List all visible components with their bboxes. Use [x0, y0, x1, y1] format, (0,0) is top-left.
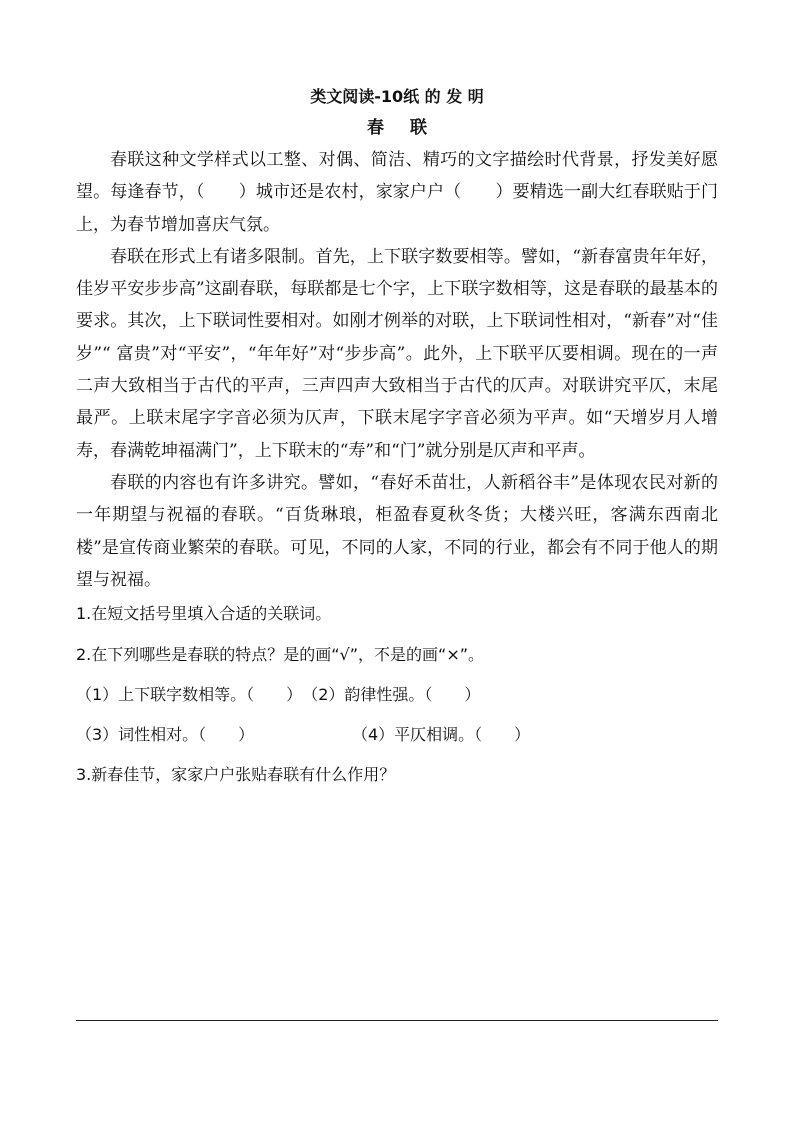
- paragraph-3: 春联的内容也有许多讲究。譬如，“春好禾苗壮，人新稻谷丰”是体现农民对新的一年期望与祝福的春联。“百货琳琅，柜盈春夏秋冬货；大楼兴旺，客满东西南北楼”是宣传商业繁荣的春联。可见，不同的人家，不同的行业，都会有不同于他人的期望与祝福。: [76, 472, 718, 590]
- question-1: 1.在短文括号里填入合适的关联词。: [76, 604, 332, 624]
- paragraph-1: 春联这种文学样式以工整、对偶、简洁、精巧的文字描绘时代背景，抒发美好愿望。每逢春节，（ ）城市还是农村，家家户户（ ）要精选一副大红春联贴于门上，为春节增加喜庆气氛。: [76, 150, 718, 235]
- answer-line[interactable]: [76, 1020, 718, 1021]
- question-2-item-2: （2）韵律性强。（ ）: [302, 685, 481, 705]
- question-2-row-2: [76, 721, 718, 749]
- question-2-item-3: （3）词性相对。（ ）: [76, 725, 255, 745]
- question-2: 2.在下列哪些是春联的特点？是的画“√”，不是的画“×”。: [76, 645, 485, 665]
- question-2-item-4: （4）平仄相调。（ ）: [352, 725, 531, 745]
- paragraph-2: 春联在形式上有诸多限制。首先，上下联字数要相等。譬如，“新春富贵年年好，佳岁平安步步高”这副春联，每联都是七个字，上下联字数相等，这是春联的最基本的要求。其次，上下联词性要相对。如刚才例举的对联，上下联词性相对，“新春”对“佳岁”“ 富贵”对“平安”，“年年好”对“步步高”。此外，上下联平仄要相调。现在的一声二声大致相当于古代的平声，三声四声大致相当于古代的仄声。对联讲究平仄，末尾最严。上联末尾字字音必须为仄声，下联末尾字字音必须为平声。如“天增岁月人增寿，春满乾坤福满门”，上下联末的“寿”和“门”就分别是仄声和平声。: [76, 246, 718, 461]
- question-2-item-1: （1）上下联字数相等。（ ）: [76, 685, 303, 705]
- document-body: [76, 82, 718, 789]
- question-2-row-1: [76, 681, 718, 709]
- question-3: 3.新春佳节，家家户户张贴春联有什么作用？: [76, 765, 396, 785]
- article-title: 春联: [367, 118, 453, 138]
- page-title: 类文阅读-10纸 的 发 明: [310, 87, 484, 106]
